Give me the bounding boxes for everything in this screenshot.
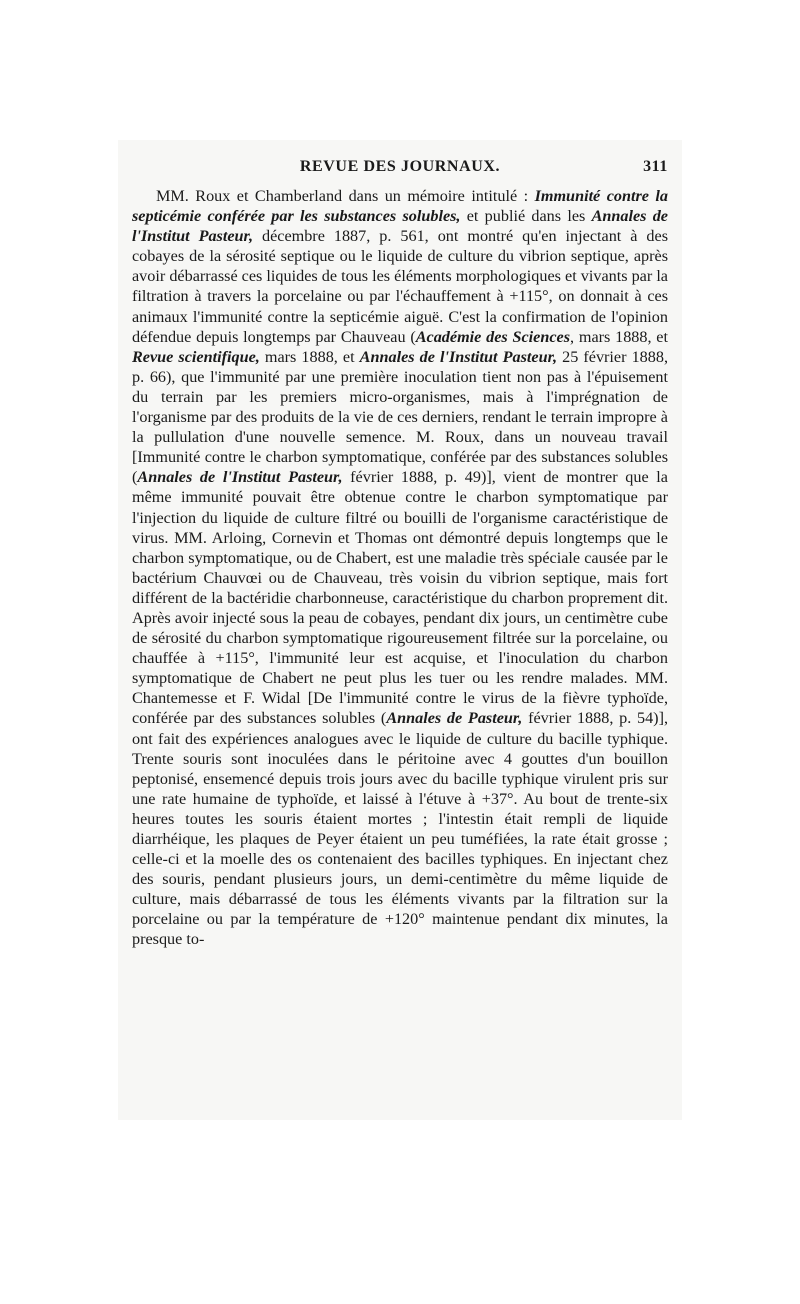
italic-text-segment: Académie des Sciences [415,327,571,346]
italic-text-segment: Annales de Pasteur, [386,709,523,728]
italic-text-segment: Annales de l'Institut Pasteur, [132,207,668,246]
text-segment: , mars 1888, et [570,327,668,346]
text-segment: MM. Roux et Chamberland dans un mémoire intitulé : [156,187,535,205]
italic-text-segment: Revue scientifique, [132,347,260,366]
body-text [132,186,668,950]
text-segment: 25 février 1888, p. 66), que l'immunité par une première inoculation tient non pas à l'épuisement du terrain par les premiers micro-organismes, mais à l'imprégnation de l'organisme par des produits de la vie de ces derniers, rendant le terrain impropre à la pullulation d'une nouvelle semence. M. Roux, dans un nouveau travail [Immunité contre le charbon symptomatique, conférée par des substances solubles ( [132,347,668,487]
italic-text-segment: Annales de l'Institut Pasteur, [359,347,558,366]
text-segment: février 1888, p. 49)], vient de montrer que la même immunité pouvait être obtenue contre le charbon symptomatique par l'injection du liquide de culture filtré ou bouilli de l'organisme caractéristique de virus. MM. Arloing, Cornevin et Thomas ont démontré depuis longtemps que le charbon symptomatique, ou de Chabert, est une maladie très spéciale causée par le bactérium Chauvœi ou de Chauveau, très voisin du vibrion septique, mais fort différent de la bactéridie charbonneuse, caractéristique du charbon proprement dit. Après avoir injecté sous la peau de cobayes, pendant dix jours, un centimètre cube de sérosité du charbon symptomatique rigoureusement filtrée sur la porcelaine, ou chauffée à +115°, l'immunité leur est acquise, et l'inoculation du charbon symptomatique de Chabert ne peut plus les tuer ou les rendre malades. MM. Chantemesse et F. Widal [De l'immunité contre le virus de la fièvre typhoïde, conférée par des substances solubles ( [132,468,668,728]
text-segment: décembre 1887, p. 561, ont montré qu'en injectant à des cobayes de la sérosité septique ou le liquide de culture du vibrion septique, après avoir débarrassé ces liquides de tous les éléments morphologiques et vivants par la filtration à travers la porcelaine ou par l'échauffement à +115°, on donnait à ces animaux l'immunité contre la septicémie aiguë. C'est la confirmation de l'opinion défendue depuis longtemps par Chauveau ( [132,227,668,346]
book-page [118,140,682,1120]
paragraph [132,186,668,950]
page-number: 311 [643,158,668,175]
italic-text-segment: Immunité contre la septicémie conférée par les substances solubles, [132,187,668,226]
text-segment: mars 1888, et [259,347,360,366]
running-head [118,158,682,180]
running-title: REVUE DES JOURNAUX. [299,158,501,175]
text-segment: et publié dans les [460,207,592,226]
text-segment: février 1888, p. 54)], ont fait des expériences analogues avec le liquide de culture du bacille typhique. Trente souris sont inoculées dans le péritoine avec 4 gouttes d'un bouillon peptonisé, ensemencé depuis trois jours avec du bacille typhique virulent pris sur une rate humaine de typhoïde, et laissé à l'étuve à +37°. Au bout de trente-six heures toutes les souris étaient mortes ; l'intestin était rempli de liquide diarrhéique, les plaques de Peyer étaient un peu tuméfiées, la rate était grosse ; celle-ci et la moelle des os contenaient des bacilles typhiques. En injectant chez des souris, pendant plusieurs jours, un demi-centimètre du même liquide de culture, mais débarrassé de tous les éléments vivants par la filtration sur la porcelaine ou par la température de +120° maintenue pendant dix minutes, la presque to- [132,709,669,949]
italic-text-segment: Annales de l'Institut Pasteur, [137,468,343,487]
